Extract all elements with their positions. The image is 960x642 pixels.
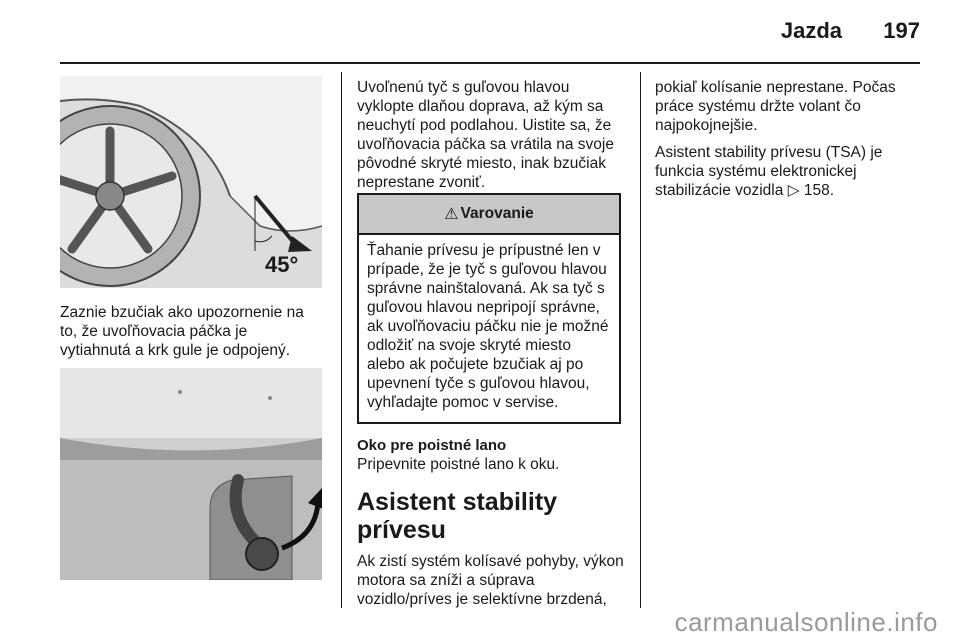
middle-column-bottom: [357, 436, 625, 617]
figure-release-lever: [60, 76, 322, 288]
warning-header: [359, 195, 619, 235]
tow-bar-illustration: [60, 368, 322, 580]
watermark: carmanualsonline.info: [674, 607, 938, 637]
warning-triangle-icon: ⚠: [444, 206, 459, 223]
warning-body: Ťahanie prívesu je prípustné len v prípade, že je tyč s guľovou hlavou správne nainštalovaná. Ak sa tyč s guľovou hlavou nepripojí správne, ak uvoľňovaciu páčku nie je možné odložiť na svoje skryté miesto alebo ak počujete bzučiak aj po upevnení tyče s guľovou hlavou, vyhľadajte pomoc v servise.: [367, 242, 609, 411]
figure-tow-bar: [60, 368, 322, 580]
warning-box: [357, 193, 621, 424]
column-divider-left: [341, 72, 342, 608]
right-paragraph-1: pokiaľ kolísanie neprestane. Počas práce systému držte volant čo najpokojnejšie.: [655, 79, 896, 134]
section-heading: Asistent stability prívesu: [357, 488, 558, 544]
header-rule: [60, 62, 920, 64]
release-lever-illustration: [60, 76, 322, 288]
right-paragraph-2: [655, 143, 915, 200]
left-paragraph: Zaznie bzučiak ako upozornenie na to, že uvoľňovacia páčka je vytiahnutá a krk gule je odpojený.: [60, 304, 304, 359]
warning-title: Varovanie: [460, 205, 534, 222]
angle-label: 45°: [265, 252, 299, 277]
section-paragraph: Ak zistí systém kolísavé pohyby, výkon motora sa zníži a súprava vozidlo/príves je selektívne brzdená,: [357, 553, 624, 608]
subheading-paragraph: Pripevnite poistné lano k oku.: [357, 456, 560, 473]
page-reference-link[interactable]: 158.: [803, 182, 835, 199]
subheading-safety-eye: Oko pre poistné lano: [357, 437, 507, 454]
page-number: 197: [883, 18, 920, 43]
page-reference-icon: ▷: [787, 182, 800, 199]
middle-column-top: [357, 78, 625, 200]
right-paragraph-2-text: Asistent stability prívesu (TSA) je funkcia systému elektronickej stabilizácie vozidla: [655, 144, 883, 199]
right-column-text: [655, 78, 915, 208]
page-header: [0, 14, 960, 54]
column-divider-right: [640, 72, 641, 608]
left-column-text: [60, 303, 322, 368]
chapter-title: Jazda: [780, 18, 842, 43]
middle-paragraph: Uvoľnenú tyč s guľovou hlavou vyklopte dlaňou doprava, až kým sa neuchytí pod podlahou. Uistite sa, že uvoľňovacia páčka sa vrátila na svoje pôvodné skryté miesto, inak bzučiak neprestane zvoniť.: [357, 79, 614, 191]
